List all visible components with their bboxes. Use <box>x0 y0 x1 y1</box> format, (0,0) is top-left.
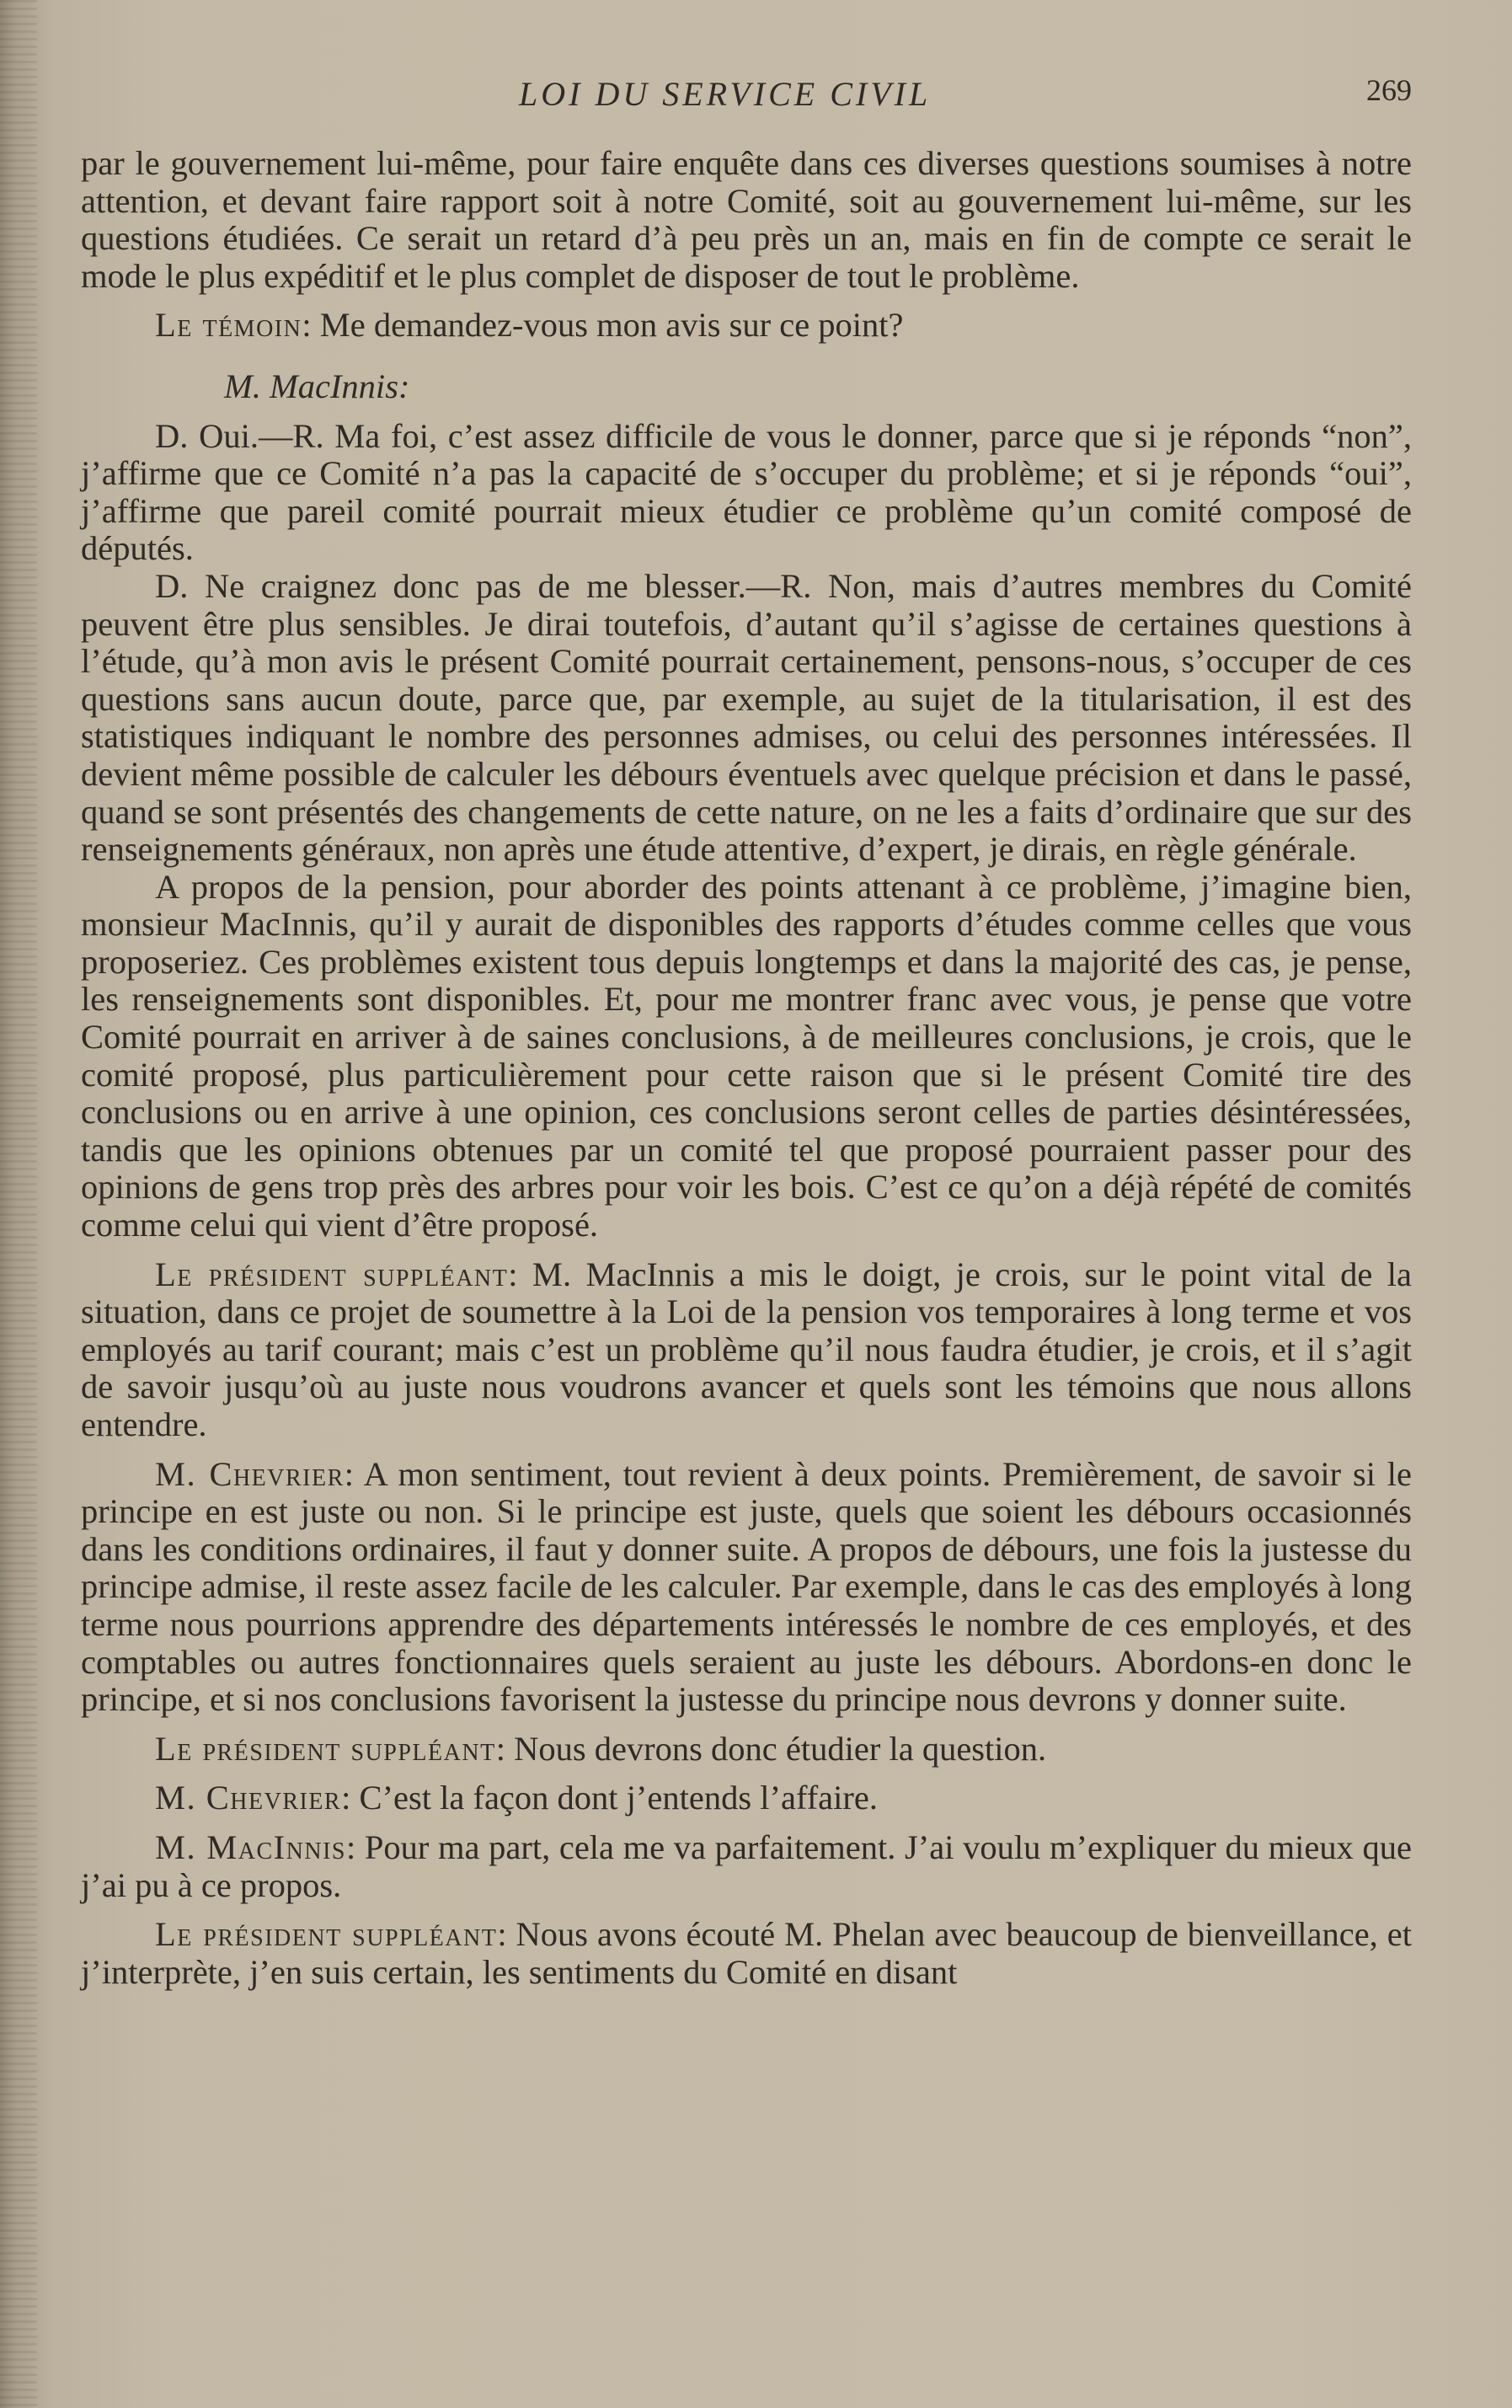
paragraph <box>81 1829 1412 1904</box>
speaker-name: M. Chevrier <box>155 1454 345 1493</box>
speech-text: : Me demandez-vous mon avis sur ce point? <box>302 306 904 345</box>
page-number: 269 <box>1366 73 1412 107</box>
speaker-name: M. Chevrier <box>155 1779 342 1817</box>
speaker-heading: M. MacInnis: <box>224 367 410 405</box>
speaker-name: Le président suppléant <box>155 1255 509 1293</box>
speech-text: : A mon sentiment, tout revient à deux points. Premièrement, de savoir si le principe en est juste ou non. Si le principe est juste, quels que soient les débours occasionnés dans les conditions ordinaires, il faut y donner suite. A propos de débours, une fois la justesse du principe admise, il reste assez facile de les calculer. Par exemple, dans le cas des employés à long terme nous pourrions apprendre des départements intéressés le nombre de ces employés, et des comptables ou autres fonctionnaires quels seraient au juste les débours. Abordons-en donc le principe, et si nos conclusions favorisent la justesse du principe nous devrons y donner suite. <box>81 1454 1412 1719</box>
speaker-name: Le témoin <box>155 306 302 345</box>
speech-text: : C’est la façon dont j’entends l’affaire. <box>341 1779 878 1817</box>
paragraph <box>81 1916 1412 1991</box>
paragraph <box>81 1779 1412 1817</box>
paragraph: D. Oui.—R. Ma foi, c’est assez difficile de vous le donner, parce que si je réponds “non”, j’affirme que ce Comité n’a pas la capacité de s’occuper du problème; et si je réponds “oui”, j’affirme que pareil comité pourrait mieux étudier ce problème qu’un comité composé de députés. <box>81 416 1412 568</box>
speech-text: : M. MacInnis a mis le doigt, je crois, sur le point vital de la situation, dans ce projet de soumettre à la Loi de la pension vos temporaires à long terme et vos employés au tarif courant; mais c’est un problème qu’il nous faudra étudier, je crois, et il s’agit de savoir jusqu’où au juste nous voudrons avancer et quels sont les témoins que nous allons entendre. <box>81 1255 1412 1443</box>
paragraph <box>81 307 1412 345</box>
paragraph <box>81 1256 1412 1444</box>
speaker-name: M. MacInnis <box>155 1827 346 1866</box>
speech-text: : Nous devrons donc étudier la question. <box>495 1729 1047 1768</box>
body-text <box>81 145 1412 1991</box>
paragraph <box>81 1456 1412 1719</box>
page-binding-edge <box>0 0 37 2408</box>
paragraph: D. Ne craignez donc pas de me blesser.—R. Non, mais d’autres membres du Comité peuvent être plus sensibles. Je dirai toutefois, d’autant qu’il s’agisse de certaines questions à l’étude, qu’à mon avis le présent Comité pourrait certainement, pensons-nous, s’occuper de ces questions sans aucun doute, parce que, par exemple, au sujet de la titularisation, il est des statistiques indiquant le nombre des personnes admises, ou celui des personnes intéressées. Il devient même possible de calculer les débours éventuels avec quelque précision et dans le passé, quand se sont présentés des changements de cette nature, on ne les a faits d’ordinaire que sur des renseignements généraux, non après une étude attentive, d’expert, je dirais, en règle générale. <box>81 566 1412 869</box>
running-header <box>81 74 1412 125</box>
paragraph: par le gouvernement lui-même, pour faire enquête dans ces diverses questions soumises à notre attention, et devant faire rapport soit à notre Comité, soit au gouvernement lui-même, sur les questions étudiées. Ce serait un retard d’à peu près un an, mais en fin de compte ce serait le mode le plus expéditif et le plus complet de disposer de tout le problème. <box>81 144 1412 295</box>
speech-text: : Nous avons écouté M. Phelan avec beaucoup de bienveillance, et j’interprète, j’en suis certain, les sentiments du Comité en disant <box>81 1915 1412 1991</box>
speaker-name: Le président suppléant <box>155 1915 498 1954</box>
paragraph <box>81 1731 1412 1769</box>
speech-text: : Pour ma part, cela me va parfaitement. J’ai voulu m’expliquer du mieux que j’ai pu à ce propos. <box>81 1827 1412 1904</box>
paragraph: A propos de la pension, pour aborder des points attenant à ce problème, j’imagine bien, monsieur MacInnis, qu’il y aurait de disponibles des rapports d’études comme celles que vous proposeriez. Ces problèmes existent tous depuis longtemps et dans la majorité des cas, je pense, les renseignements sont disponibles. Et, pour me montrer franc avec vous, je pense que votre Comité pourrait en arriver à de saines conclusions, à de meilleures conclusions, je crois, que le comité proposé, plus particulièrement pour cette raison que si le présent Comité tire des conclusions ou en arrive à une opinion, ces conclusions seront celles de parties désintéressées, tandis que les opinions obtenues par un comité tel que proposé pourraient passer pour des opinions de gens trop près des arbres pour voir les bois. C’est ce qu’on a déjà répété de comités comme celui qui vient d’être proposé. <box>81 867 1412 1244</box>
running-title: LOI DU SERVICE CIVIL <box>519 75 932 113</box>
speaker-name: Le président suppléant <box>155 1729 496 1768</box>
